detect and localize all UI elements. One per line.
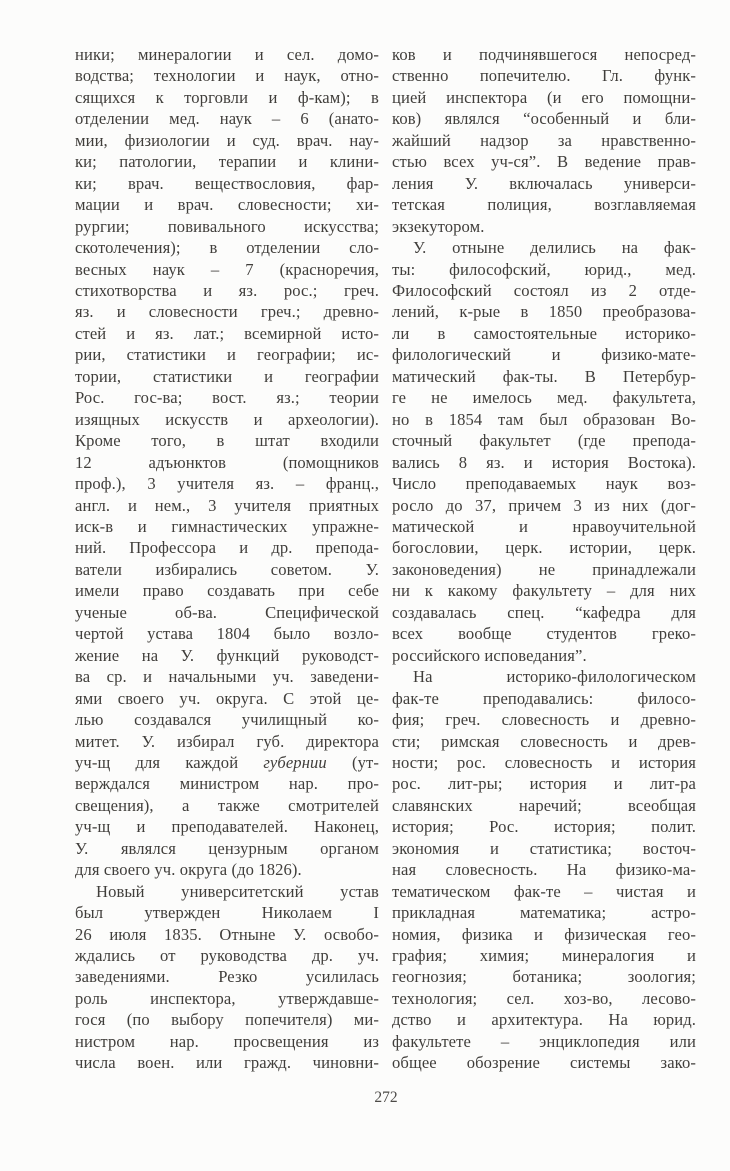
text-line: сточный факультет (где препода- [392,431,696,451]
text-line: проф.), 3 учителя яз. – франц., [75,474,379,494]
text-line: ков и подчинявшегося непосред- [392,45,696,64]
text-line: факультете – энциклопедия или [392,1031,696,1051]
text-line: экономия и статистика; восточ- [392,838,696,858]
text-line: ная словесность. На физико-ма- [392,860,696,880]
text-line: Кроме того, в штат входили [75,431,379,451]
text-line: 26 июля 1835. Отныне У. освобо- [75,924,379,944]
text-line: сящихся к торговли и ф-кам); в [75,87,379,107]
text-line: ватели избирались советом. У. [75,559,379,579]
text-line: графия; химия; минералогия и [392,946,696,966]
page-number: 272 [374,1089,398,1106]
text-line: На историко-филологическом [413,667,696,687]
text-line: славянских наречий; всеобщая [392,795,696,815]
text-line: стью всех уч-ся”. В ведение прав- [392,152,696,172]
text-line: ственно попечителю. Гл. функ- [392,66,696,86]
text-line: ков) являлся “особенный и бли- [392,109,696,129]
text-line: водства; технологии и наук, отно- [75,66,379,86]
text-line: ний. Профессора и др. препода- [75,538,379,558]
text-line: У. являлся цензурным органом [75,838,379,858]
text-line: гося (по выбору попечителя) ми- [75,1010,379,1030]
text-line: прикладная математика; астро- [392,903,696,923]
text-line: вались 8 яз. и история Востока). [392,452,696,472]
text-line: создавалась спец. “кафедра для [392,602,696,622]
text-line: мации и врач. словесности; хи- [75,195,379,215]
text-line: экзекутором. [392,216,485,236]
text-line: ности; рос. словесность и история [392,752,696,772]
text-line: ты: философский, юрид., мед. [392,259,696,279]
text-line: для своего уч. округа (до 1826). [75,860,302,880]
text-line: сти; римская словесность и древ- [392,731,696,751]
text-line: российского исповедания”. [392,645,587,665]
text-line: весных наук – 7 (красноречия, [75,259,379,279]
text-line: рургии; повивального искусства; [75,216,379,236]
page-text-block [75,44,697,1074]
text-line: ями своего уч. округа. С этой це- [75,688,379,708]
text-line: был утвержден Николаем I [75,903,379,923]
paragraph [392,237,696,666]
text-line: ли в самостоятельные историко- [392,323,696,343]
text-line: дство и архитектура. На юрид. [392,1010,696,1030]
text-line: Новый университетский устав [96,881,379,901]
text-line: рии, статистики и географии; ис- [75,345,379,365]
text-line: нистром нар. просвещения из [75,1031,379,1051]
text-line: У. отныне делились на фак- [413,238,696,258]
text-line: богословии, церк. истории, церк. [392,538,696,558]
text-line: тории, статистики и географии [75,366,379,386]
text-line: матический фак-ты. В Петербур- [392,366,696,386]
text-line: фак-те преподавались: филосо- [392,688,696,708]
text-line: Число преподаваемых наук воз- [392,474,696,494]
text-line: чертой устава 1804 было возло- [75,624,379,644]
text-line: скотолечения); в отделении сло- [75,238,379,258]
text-line: ки; врач. веществословия, фар- [75,173,379,193]
text-line: митет. У. избирал губ. директора [75,731,379,751]
text-line: лью создавался училищный ко- [75,710,379,730]
text-line: ни к какому факультету – для них [392,581,696,601]
text-line: общее обозрение системы зако- [392,1053,696,1073]
text-line: филологический и физико-мате- [392,345,696,365]
text-line: история; Рос. история; полит. [392,817,696,837]
text-line: изящных искусств и археологии). [75,409,379,429]
text-line: ления У. включалась универси- [392,173,696,193]
text-line: ге не имелось мед. факультета, [392,388,696,408]
text-line: ва ср. и начальными уч. заведени- [75,667,379,687]
column-right [392,44,696,1074]
text-line: Философский состоял из 2 отде- [392,280,696,300]
paragraph [75,881,379,1074]
text-line: лений, к-рые в 1850 преобразова- [392,302,696,322]
text-line: технология; сел. хоз-во, лесово- [392,988,696,1008]
text-line: законоведения) не принадлежали [392,559,696,579]
text-line: рос. лит-ры; история и лит-ра [392,774,696,794]
text-line: верждался министром нар. про- [75,774,379,794]
text-line: имели право создавать при себе [75,581,379,601]
text-line: ученые об-ва. Специфической [75,602,379,622]
text-line: заведениями. Резко усилилась [75,967,379,987]
text-line: свещения), а также смотрителей [75,795,379,815]
text-line: фия; греч. словесность и древно- [392,710,696,730]
text-line: цией инспектора (и его помощни- [392,87,696,107]
text-line: уч-щ для каждой губернии (ут- [75,752,380,772]
text-line: англ. и нем., 3 учителя приятных [75,495,379,515]
column-left [75,44,379,1074]
text-line: отделении мед. наук – 6 (анато- [75,109,379,129]
text-line: матической и нравоучительной [392,516,696,536]
text-line: роль инспектора, утверждавше- [75,988,379,1008]
paragraph [392,44,696,237]
paragraph [75,44,379,881]
text-line: но в 1854 там был образован Во- [392,409,696,429]
text-line: номия, физика и физическая гео- [392,924,696,944]
text-line: стихотворства и яз. рос.; греч. [75,280,379,300]
text-line: жайший надзор за нравственно- [392,130,696,150]
text-line: стей и яз. лат.; всемирной исто- [75,323,379,343]
text-line: мии, физиологии и суд. врач. нау- [75,130,379,150]
text-line: 12 адъюнктов (помощников [75,452,379,472]
text-line: числа воен. или гражд. чиновни- [75,1053,379,1073]
text-line: тематическом фак-те – чистая и [392,881,696,901]
text-line: всех вообще студентов греко- [392,624,696,644]
text-line: геогнозия; ботаника; зоология; [392,967,696,987]
text-line: Рос. гос-ва; вост. яз.; теории [75,388,379,408]
text-line: жение на У. функций руководст- [75,645,379,665]
text-line: ждались от руководства др. уч. [75,946,379,966]
text-line: ки; патологии, терапии и клини- [75,152,379,172]
text-line: ники; минералогии и сел. домо- [75,45,379,64]
text-line: иск-в и гимнастических упражне- [75,516,379,536]
text-line: тетская полиция, возглавляемая [392,195,696,215]
text-line: яз. и словесности греч.; древно- [75,302,379,322]
text-line: росло до 37, причем 3 из них (дог- [392,495,696,515]
text-line: уч-щ и преподавателей. Наконец, [75,817,379,837]
paragraph [392,666,696,1074]
